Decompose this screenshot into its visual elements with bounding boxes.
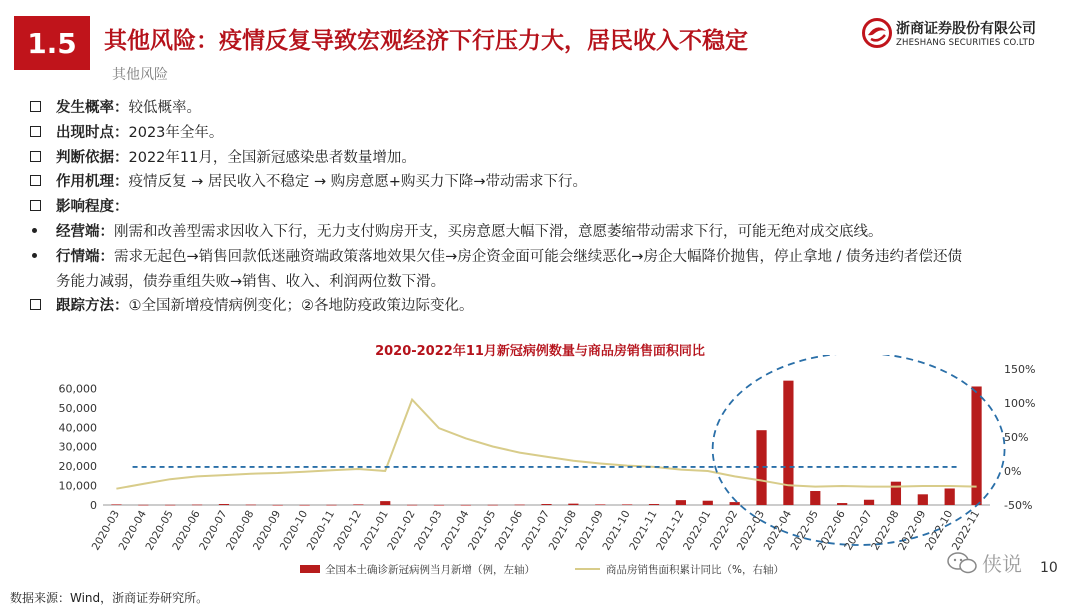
case-bar (864, 500, 874, 505)
bullet-label: 作用机理： (56, 174, 129, 191)
bullet-label: 经营端： (56, 223, 114, 240)
case-bar (434, 505, 444, 506)
company-name-en: ZHESHANG SECURITIES CO.LTD (896, 38, 1035, 48)
category-label: 2021-12 (654, 508, 687, 553)
category-label: 2020-10 (277, 508, 311, 553)
case-bar (891, 482, 901, 505)
section-number: 1.5 (14, 16, 90, 70)
case-bar (622, 504, 632, 505)
left-tick-label: 20,000 (58, 460, 97, 474)
left-tick-label: 0 (90, 499, 97, 512)
case-bar (380, 501, 390, 505)
bullet-text: 刚需和改善型需求因收入下行，无力支付购房开支，买房意愿大幅下滑，意愿萎缩带动需求下行，可能无绝对成交底线。 (114, 223, 883, 240)
category-label: 2020-11 (304, 508, 338, 553)
case-bar (273, 505, 283, 506)
company-name-cn: 浙商证券股份有限公司 (896, 21, 1036, 37)
page-subtitle: 其他风险 (112, 67, 168, 83)
legend-bar-label: 全国本土确诊新冠病例当月新增（例，左轴） (325, 564, 535, 576)
company-logo (862, 16, 1068, 56)
case-bar (649, 504, 659, 505)
chart-title: 2020-2022年11月新冠病例数量与商品房销售面积同比 (375, 344, 705, 359)
bullet-mechanism (30, 170, 1070, 195)
page-number: 10 (1040, 560, 1058, 576)
right-tick-label: 100% (1004, 397, 1036, 410)
category-label: 2021-11 (627, 508, 660, 553)
category-label: 2021-10 (600, 508, 633, 553)
case-bar (299, 505, 309, 506)
left-tick-label: 60,000 (58, 382, 97, 396)
left-tick-label: 50,000 (58, 401, 97, 415)
category-label: 2022-11 (949, 508, 983, 553)
bullet-tracking (30, 294, 1070, 319)
category-label: 2020-04 (116, 508, 149, 553)
bullet-market-continuation: 务能力减弱，债券重组失败→销售、收入、利润两位数下滑。 (56, 273, 446, 290)
legend-line-label: 商品房销售面积累计同比（%，右轴） (606, 564, 784, 576)
bullet-text: 较低概率。 (128, 100, 201, 116)
case-bar (461, 505, 471, 506)
dot-bullet-icon (32, 253, 37, 258)
right-tick-label: -50% (1004, 499, 1033, 512)
category-label: 2022-01 (681, 508, 714, 553)
square-bullet-icon (30, 175, 41, 186)
left-tick-label: 10,000 (58, 479, 97, 493)
case-bar (407, 505, 417, 506)
bullet-market (30, 245, 1070, 270)
category-label: 2021-06 (492, 508, 526, 553)
bullet-label: 行情端： (56, 248, 114, 265)
category-label: 2022-07 (842, 508, 875, 553)
category-label: 2021-03 (412, 508, 445, 553)
right-tick-label: 0% (1004, 465, 1022, 478)
category-label: 2021-01 (358, 508, 391, 553)
category-label: 2020-09 (250, 508, 284, 553)
square-bullet-icon (30, 101, 41, 112)
category-label: 2020-06 (170, 508, 203, 553)
category-label: 2022-10 (922, 508, 956, 553)
left-tick-label: 40,000 (58, 421, 97, 435)
category-label: 2022-05 (788, 508, 821, 553)
covid-housing-chart (0, 355, 1080, 590)
bullet-label: 发生概率： (56, 100, 129, 116)
case-bar (326, 505, 336, 506)
case-bar (488, 505, 498, 506)
case-bar (515, 505, 525, 506)
case-bar (138, 505, 148, 506)
square-bullet-icon (30, 126, 41, 137)
bullet-text: 2022年11月，全国新冠感染患者数量增加。 (128, 149, 416, 166)
right-tick-label: 150% (1004, 363, 1036, 376)
case-bar (918, 494, 928, 505)
page-title: 其他风险：疫情反复导致宏观经济下行压力大，居民收入不稳定 (104, 28, 748, 54)
bullet-text: 需求无起色→销售回款低迷融资端政策落地效果欠佳→房企资金面可能会继续恶化→房企大幅降价抛售，停止拿地 / 债务违约者偿还债 (114, 248, 963, 265)
right-tick-label: 50% (1004, 431, 1029, 444)
bullet-probability (30, 96, 1070, 121)
category-label: 2022-09 (896, 508, 929, 553)
dot-bullet-icon (32, 228, 37, 233)
category-label: 2020-08 (224, 508, 257, 553)
data-source: 数据来源：Wind，浙商证券研究所。 (10, 591, 209, 605)
case-bar (676, 500, 686, 505)
category-label: 2020-07 (197, 508, 230, 553)
category-label: 2022-06 (815, 508, 848, 553)
watermark-text: 侠说 (982, 552, 1022, 576)
category-label: 2022-03 (734, 508, 768, 553)
bullet-label: 判断依据： (56, 149, 129, 166)
left-tick-label: 30,000 (58, 440, 97, 454)
case-bar (568, 504, 578, 505)
chat-bubble-icon (948, 553, 976, 573)
case-bar (595, 504, 605, 505)
case-bar (837, 503, 847, 505)
bullet-label: 跟踪方法： (56, 298, 129, 315)
case-bar (165, 505, 175, 506)
bullet-label: 出现时点： (56, 124, 129, 141)
company-logo-icon (862, 18, 892, 48)
square-bullet-icon (30, 151, 41, 162)
case-bar (703, 501, 713, 505)
category-label: 2021-02 (385, 508, 418, 553)
bullet-label: 影响程度： (56, 199, 129, 216)
category-label: 2020-03 (89, 508, 123, 553)
watermark (946, 548, 1046, 578)
case-bar (730, 502, 740, 505)
category-label: 2021-08 (546, 508, 579, 553)
category-label: 2021-09 (573, 508, 606, 553)
bullet-timing (30, 121, 1070, 146)
category-label: 2022-08 (869, 508, 902, 553)
yoy-line (116, 400, 976, 489)
case-bar (246, 505, 256, 506)
category-label: 2020-12 (331, 508, 364, 553)
case-bar (219, 504, 229, 505)
category-label: 2022-02 (707, 508, 741, 553)
bullet-operations (30, 220, 1070, 245)
category-label: 2021-07 (519, 508, 553, 553)
category-label: 2021-05 (466, 508, 499, 553)
category-label: 2021-04 (439, 508, 472, 553)
bullet-text: ①全国新增疫情病例变化；②各地防疫政策边际变化。 (128, 298, 474, 315)
case-bar (810, 491, 820, 505)
case-bar (192, 505, 202, 506)
bullet-basis (30, 146, 1070, 171)
bullet-text: 2023年全年。 (128, 124, 224, 141)
category-label: 2020-05 (143, 508, 176, 553)
case-bar (353, 504, 363, 505)
square-bullet-icon (30, 299, 41, 310)
case-bar (111, 504, 121, 505)
bullet-text: 疫情反复 → 居民收入不稳定 → 购房意愿+购买力下降→带动需求下行。 (128, 174, 588, 191)
category-label: 2022-04 (761, 508, 795, 553)
case-bar (945, 488, 955, 505)
case-bar (541, 504, 551, 505)
legend-bar-swatch (300, 565, 320, 573)
bullet-impact (30, 195, 1070, 220)
risk-bullet-list (30, 96, 1070, 319)
square-bullet-icon (30, 200, 41, 211)
